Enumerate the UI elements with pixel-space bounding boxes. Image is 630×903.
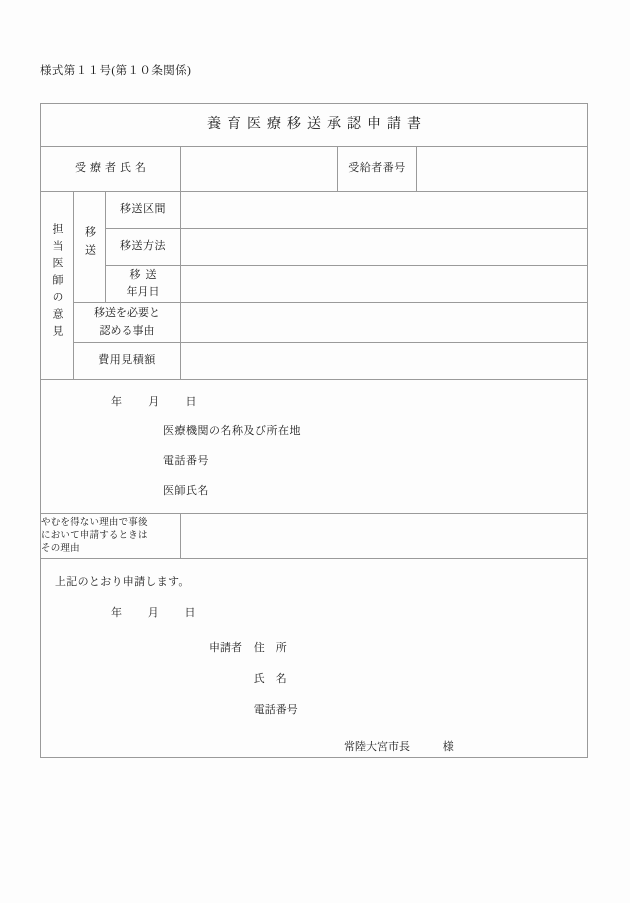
applicant-name-row <box>209 671 587 688</box>
applicant-block-cell <box>41 559 588 758</box>
transport-date-row <box>41 266 588 303</box>
applicant-address-row <box>209 640 587 657</box>
cost-estimate-label: 費用見積額 <box>98 354 156 367</box>
doctor-opinion-label-cell <box>41 192 74 380</box>
late-reason-label-line2: において申請するときは <box>41 530 148 541</box>
institution-block-cell <box>41 380 588 514</box>
transport-date-label-cell <box>106 266 181 303</box>
transport-label-cell <box>74 192 106 303</box>
patient-name-value[interactable] <box>181 147 338 192</box>
cost-estimate-label-cell <box>74 343 181 380</box>
transport-necessity-label-line1: 移送を必要と <box>94 307 160 320</box>
recipient-number-label-cell <box>338 147 417 192</box>
transport-section-label: 移送区間 <box>120 203 166 216</box>
institution-date-line <box>111 394 587 411</box>
transport-section-value[interactable] <box>181 192 588 229</box>
transport-necessity-row <box>41 303 588 343</box>
transport-necessity-label-line2: 認める事由 <box>99 324 155 337</box>
cost-estimate-value[interactable] <box>181 343 588 380</box>
addressee-line <box>344 739 587 756</box>
application-statement: 上記のとおり申請します。 <box>55 576 190 589</box>
form-number: 様式第１１号(第１０条関係) <box>40 65 192 77</box>
applicant-label: 申請者 <box>209 642 242 655</box>
recipient-number-label: 受給者番号 <box>348 162 406 175</box>
institution-fields <box>163 423 587 500</box>
patient-name-label: 受療者氏名 <box>75 162 150 175</box>
patient-name-label-cell <box>41 147 181 192</box>
title-row <box>41 104 588 147</box>
institution-phone-label: 電話番号 <box>163 455 209 468</box>
applicant-date-line <box>111 605 587 622</box>
transport-necessity-label-cell <box>74 303 181 343</box>
applicant-fields <box>209 640 587 719</box>
patient-row <box>41 147 588 192</box>
transport-label: 移送 <box>83 225 96 262</box>
transport-date-label-line2: 年月日 <box>126 286 160 298</box>
transport-method-label-cell <box>106 229 181 266</box>
applicant-phone-label: 電話番号 <box>253 704 298 717</box>
late-reason-label-cell <box>41 514 181 559</box>
institution-row <box>41 380 588 514</box>
transport-section-row <box>41 192 588 229</box>
transport-method-row <box>41 229 588 266</box>
applicant-address-label: 住 所 <box>253 642 287 655</box>
institution-month-label: 月 <box>148 396 160 408</box>
institution-day-label: 日 <box>185 396 197 408</box>
transport-necessity-value[interactable] <box>181 303 588 343</box>
institution-year-label: 年 <box>111 396 123 408</box>
transport-section-label-cell <box>106 192 181 229</box>
recipient-number-value[interactable] <box>417 147 588 192</box>
doctor-opinion-label: 担当医師の意見 <box>51 222 64 342</box>
transport-method-label: 移送方法 <box>120 240 166 253</box>
applicant-month-label: 月 <box>147 607 159 620</box>
physician-name-label: 医師氏名 <box>163 485 209 498</box>
institution-name-address-label: 医療機関の名称及び所在地 <box>163 425 301 438</box>
application-form-table <box>40 103 588 758</box>
page-title: 養育医療移送承認申請書 <box>207 117 428 133</box>
applicant-name-label: 氏 名 <box>253 673 287 686</box>
cost-estimate-row <box>41 343 588 380</box>
applicant-row <box>41 559 588 758</box>
transport-date-label-line1: 移送 <box>129 268 162 281</box>
late-reason-row <box>41 514 588 559</box>
applicant-day-label: 日 <box>184 607 196 620</box>
applicant-phone-row <box>209 702 587 719</box>
late-reason-label-line3: その理由 <box>41 543 80 554</box>
transport-method-value[interactable] <box>181 229 588 266</box>
applicant-year-label: 年 <box>111 607 122 620</box>
late-reason-label-line1: やむを得ない理由で事後 <box>41 517 148 528</box>
form-title-cell <box>41 104 588 147</box>
late-reason-value[interactable] <box>181 514 588 559</box>
transport-date-value[interactable] <box>181 266 588 303</box>
addressee-honorific: 様 <box>442 741 454 754</box>
addressee-label: 常陸大宮市長 <box>344 741 410 754</box>
